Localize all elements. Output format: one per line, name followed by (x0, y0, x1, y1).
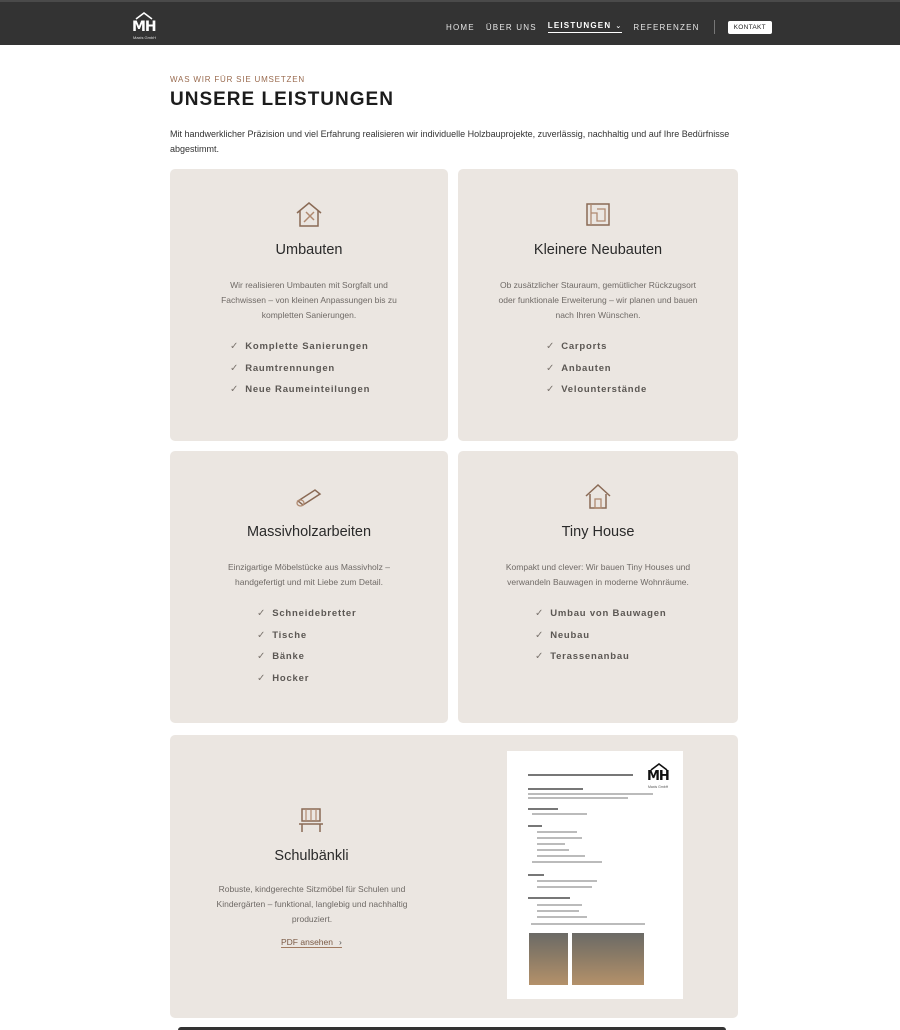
list-item-label: Carports (561, 341, 608, 353)
pdf-text-line (537, 837, 582, 839)
pdf-link[interactable] (281, 937, 342, 948)
pdf-text-line (537, 843, 565, 845)
log-icon (293, 481, 323, 511)
pdf-text-line (528, 808, 558, 810)
blueprint-icon (583, 199, 613, 229)
list-item-label: Hocker (272, 672, 310, 684)
chevron-right-icon: › (338, 937, 342, 947)
list-item (257, 603, 357, 625)
check-icon: ✓ (546, 384, 556, 396)
pdf-text-line (528, 897, 570, 899)
check-icon: ✓ (230, 362, 240, 374)
check-icon: ✓ (535, 608, 545, 620)
pdf-link-label: PDF ansehen (281, 937, 333, 947)
nav-referenzen[interactable]: REFERENZEN (633, 22, 700, 32)
card-title: Massivholzarbeiten (246, 524, 372, 540)
pdf-text-line (528, 788, 583, 790)
list-item-label: Schneidebretter (272, 608, 357, 620)
pdf-text-line (537, 849, 569, 851)
pdf-text-line (531, 923, 645, 925)
pdf-text-line (537, 916, 587, 918)
logo-subtext: Maxis GmbH (133, 35, 157, 40)
check-icon: ✓ (230, 384, 240, 396)
pdf-logo-subtext: Maxis GmbH (648, 785, 669, 789)
pdf-text-line (532, 813, 587, 815)
feature-list (535, 603, 666, 668)
service-card-umbauten (170, 169, 448, 441)
card-description: Einzigartige Möbelstücke aus Massivholz – handgefertigt und mit Liebe zum Detail. (227, 562, 391, 587)
pdf-text-line (528, 825, 542, 827)
feature-list (230, 336, 370, 401)
card-description: Ob zusätzlicher Stauraum, gemütlicher Rückzugsort oder funktionale Erweiterung – wir planen und bauen nach Ihren Wünschen. (498, 280, 698, 320)
service-card-kleinere-neubauten (458, 169, 738, 441)
list-item (535, 603, 666, 625)
list-item-label: Velounterstände (561, 384, 648, 396)
pdf-text-line (528, 797, 628, 799)
list-item-label: Komplette Sanierungen (245, 341, 369, 353)
list-item-label: Anbauten (561, 362, 612, 374)
card-description: Wir realisieren Umbauten mit Sorgfalt und Fachwissen – von kleinen Anpassungen bis zu kompletten Sanierungen. (221, 280, 397, 320)
card-title: Kleinere Neubauten (533, 242, 663, 258)
list-item (535, 646, 666, 668)
list-item (546, 358, 647, 380)
nav-leistungen-label: LEISTUNGEN (547, 21, 612, 30)
page-title: UNSERE LEISTUNGEN (170, 89, 394, 110)
intro-text: Mit handwerklicher Präzision und viel Erfahrung realisieren wir individuelle Holzbauprojekte, zuverlässig, nachhaltig und auf Ihre Bedürfnisse abgestimmt. (170, 129, 730, 154)
list-item (257, 625, 357, 647)
nav-divider (714, 20, 715, 34)
check-icon: ✓ (546, 362, 556, 374)
list-item-label: Raumtrennungen (245, 362, 336, 374)
list-item (230, 379, 370, 401)
list-item-label: Umbau von Bauwagen (550, 608, 667, 620)
check-icon: ✓ (546, 341, 556, 353)
pdf-logo (647, 763, 671, 789)
list-item-label: Terassenanbau (550, 651, 630, 663)
pdf-preview[interactable] (507, 751, 683, 999)
company-logo[interactable] (132, 12, 158, 38)
list-item (257, 646, 357, 668)
list-item-label: Bänke (272, 651, 305, 663)
chevron-down-icon: ⌄ (615, 22, 623, 30)
bench-icon (296, 805, 326, 835)
pdf-text-line (537, 886, 592, 888)
pdf-photo-bench (529, 933, 568, 985)
service-card-tiny-house (458, 451, 738, 723)
check-icon: ✓ (257, 651, 267, 663)
nav-leistungen[interactable] (548, 21, 623, 33)
nav-home[interactable]: HOME (446, 22, 475, 32)
pdf-text-line (537, 855, 585, 857)
nav-ueber-uns[interactable]: ÜBER UNS (485, 22, 537, 32)
pdf-text-line (537, 831, 577, 833)
check-icon: ✓ (535, 629, 545, 641)
check-icon: ✓ (257, 629, 267, 641)
list-item (230, 336, 370, 358)
card-title: Schulbänkli (274, 848, 349, 864)
list-item (257, 668, 357, 690)
check-icon: ✓ (230, 341, 240, 353)
pdf-text-line (532, 861, 602, 863)
pdf-text-line (537, 910, 579, 912)
list-item-label: Tische (272, 629, 307, 641)
check-icon: ✓ (257, 608, 267, 620)
main-nav (446, 20, 783, 34)
card-title: Umbauten (275, 242, 343, 258)
check-icon: ✓ (535, 651, 545, 663)
feature-list (546, 336, 647, 401)
pdf-text-line (528, 793, 653, 795)
list-item (535, 625, 666, 647)
tiny-house-icon (583, 481, 613, 511)
card-title: Tiny House (561, 524, 635, 540)
kontakt-button[interactable]: KONTAKT (728, 21, 772, 34)
list-item-label: Neubau (550, 629, 590, 641)
pdf-text-line (528, 874, 544, 876)
house-tools-icon (294, 199, 324, 229)
list-item (546, 336, 647, 358)
list-item-label: Neue Raumeinteilungen (245, 384, 371, 396)
feature-list (257, 603, 357, 689)
check-icon: ✓ (257, 672, 267, 684)
pdf-text-line (537, 880, 597, 882)
section-eyebrow: WAS WIR FÜR SIE UMSETZEN (170, 75, 305, 84)
list-item (230, 358, 370, 380)
card-description: Robuste, kindgerechte Sitzmöbel für Schulen und Kindergärten – funktional, langlebig und nachhaltig produziert. (216, 884, 408, 924)
pdf-text-line (537, 904, 582, 906)
card-description: Kompakt und clever: Wir bauen Tiny Houses und verwandeln Bauwagen in moderne Wohnräume. (505, 562, 691, 587)
logo-text: MH (132, 19, 156, 35)
site-header (0, 0, 900, 45)
pdf-text-line (528, 774, 633, 776)
pdf-photo-classroom (572, 933, 644, 985)
service-card-massivholzarbeiten (170, 451, 448, 723)
list-item (546, 379, 647, 401)
pdf-logo-text: MH (647, 769, 669, 784)
